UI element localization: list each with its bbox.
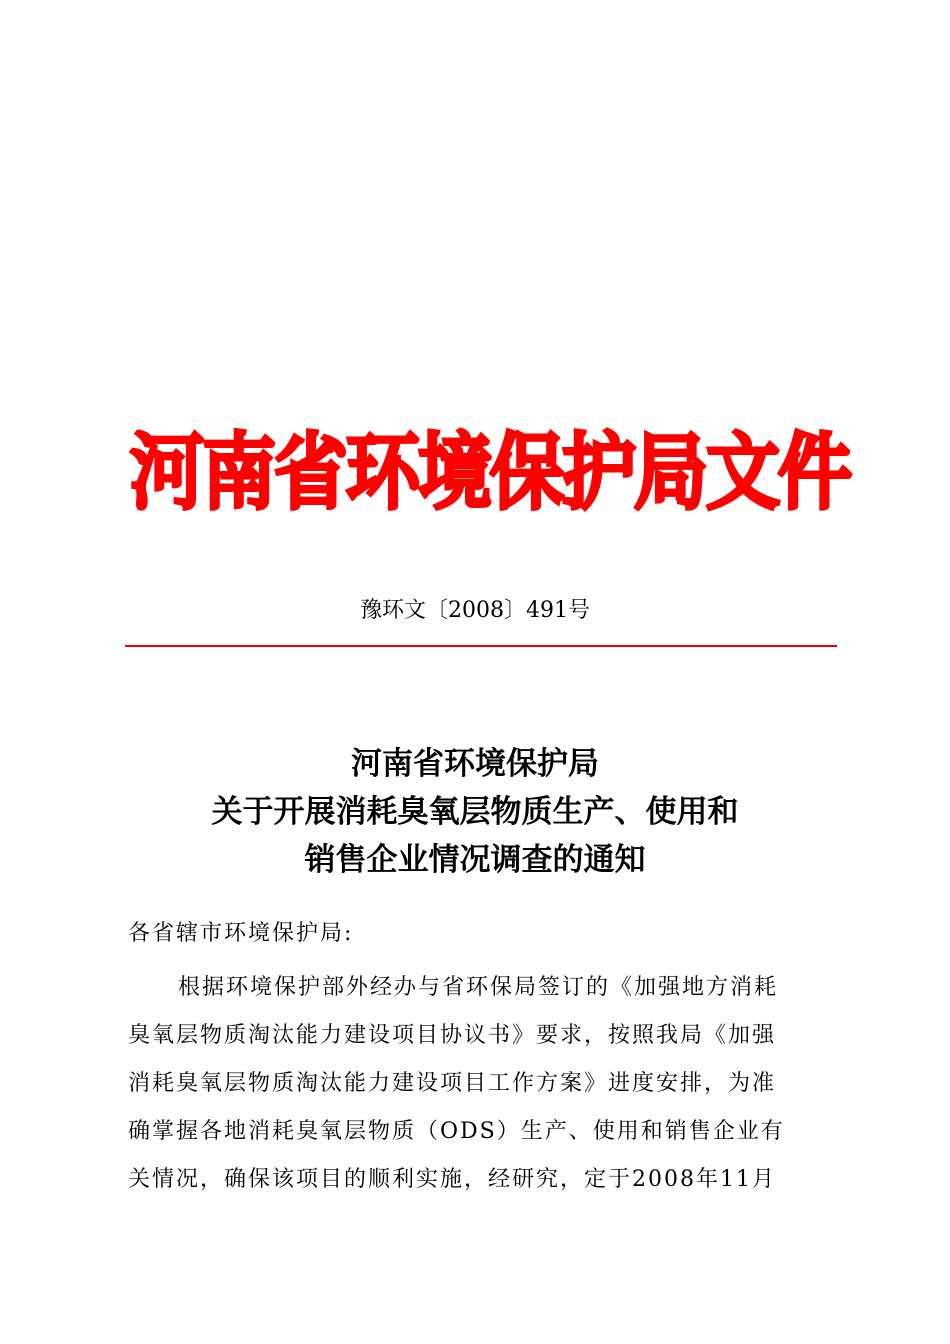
document-header-title: 河南省环境保护局文件 (130, 424, 850, 522)
document-number: 豫环文〔2008〕491号 (360, 598, 590, 623)
notice-title-line-1: 河南省环境保护局 (351, 746, 599, 782)
red-divider-line (125, 645, 837, 647)
recipient-line: 各省辖市环境保护局: (128, 921, 354, 946)
body-line: 确掌握各地消耗臭氧层物质（ODS）生产、使用和销售企业有 (128, 1119, 785, 1144)
body-paragraph (128, 964, 822, 1204)
body-line: 消耗臭氧层物质淘汰能力建设项目工作方案》进度安排，为准 (128, 1071, 777, 1096)
body-line: 根据环境保护部外经办与省环保局签订的《加强地方消耗 (178, 975, 779, 1000)
notice-title-line-3: 销售企业情况调查的通知 (304, 842, 646, 878)
notice-title (130, 740, 820, 884)
notice-title-line-2: 关于开展消耗臭氧层物质生产、使用和 (211, 794, 739, 830)
body-line: 臭氧层物质淘汰能力建设项目协议书》要求，按照我局《加强 (128, 1023, 777, 1048)
body-line: 关情况，确保该项目的顺利实施，经研究，定于2008年11月 (128, 1167, 776, 1192)
